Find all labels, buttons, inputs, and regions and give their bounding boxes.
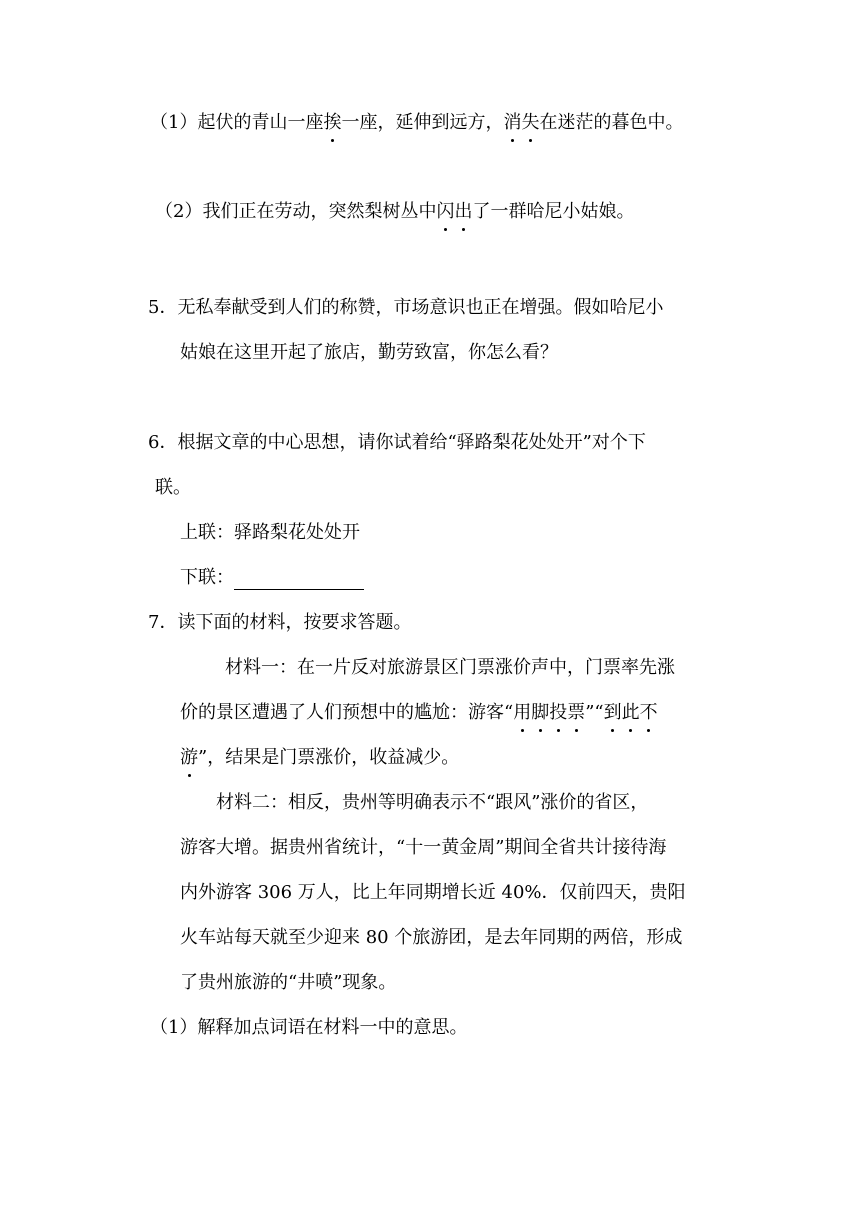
material-2-line3: 内外游客 306 万人，比上年同期增长近 40%．仅前四天，贵阳 bbox=[180, 882, 686, 903]
m1-line3-post: ”，结果是门票涨价，收益减少。 bbox=[198, 747, 460, 768]
couplet-upper: 上联：驿路梨花处处开 bbox=[180, 522, 360, 543]
emphasis-dot-char: 出 bbox=[454, 201, 473, 222]
question-6-line1: 6．根据文章的中心思想，请你试着给“驿路梨花处处开”对个下 bbox=[148, 432, 646, 453]
material-2-line2: 游客大增。据贵州省统计，“十一黄金周”期间全省共计接待海 bbox=[180, 837, 667, 858]
emphasis-dot-word: 挨 bbox=[323, 112, 342, 133]
question-4-sub2 bbox=[155, 200, 634, 224]
material-1-line1: 材料一：在一片反对旅游景区门票涨价声中，门票率先涨 bbox=[225, 657, 675, 678]
material-2-line4: 火车站每天就至少迎来 80 个旅游团，是去年同期的两倍，形成 bbox=[180, 927, 683, 948]
q4-sub2-pre: （2）我们正在劳动，突然梨树丛中 bbox=[155, 201, 437, 222]
emphasis-dot-char: ” bbox=[585, 702, 595, 723]
emphasis-dot-char: 闪 bbox=[436, 201, 455, 222]
question-7-sub1: （1）解释加点词语在材料一中的意思。 bbox=[150, 1017, 468, 1038]
q4-sub2-post: 了一群哈尼小姑娘。 bbox=[472, 201, 635, 222]
couplet-lower bbox=[180, 566, 364, 590]
q4-sub1-post: 在迷茫的暮色中。 bbox=[539, 112, 684, 133]
emphasis-dot-char: 票 bbox=[567, 702, 586, 723]
question-4-sub1 bbox=[150, 111, 683, 135]
emphasis-dot-char: 到 bbox=[603, 702, 622, 723]
emphasis-dot-char: “ bbox=[594, 702, 604, 723]
material-1-line2 bbox=[180, 701, 658, 725]
q4-sub1-pre: （1）起伏的青山一座 bbox=[150, 112, 324, 133]
emphasis-dot-char: 用 bbox=[513, 702, 532, 723]
question-7-intro: 7．读下面的材料，按要求答题。 bbox=[148, 612, 412, 633]
emphasis-dot-char: 投 bbox=[549, 702, 568, 723]
q4-sub1-mid: 一座，延伸到远方， bbox=[341, 112, 504, 133]
material-1-line3 bbox=[180, 746, 459, 770]
emphasis-dot-word: 游 bbox=[180, 747, 198, 768]
emphasis-dot-char: 脚 bbox=[531, 702, 550, 723]
question-5-line2: 姑娘在这里开起了旅店，勤劳致富，你怎么看？ bbox=[180, 342, 558, 363]
emphasis-dot-char: 失 bbox=[521, 112, 540, 133]
question-6-line2: 联。 bbox=[155, 477, 191, 498]
couplet-lower-label: 下联： bbox=[180, 567, 234, 588]
emphasis-dot-word bbox=[436, 201, 472, 222]
emphasis-dot-char: 不 bbox=[639, 702, 658, 723]
emphasis-dot-phrase bbox=[504, 702, 658, 723]
emphasis-dot-char: “ bbox=[504, 702, 514, 723]
answer-blank[interactable] bbox=[234, 571, 364, 590]
emphasis-dot-char: 消 bbox=[503, 112, 522, 133]
emphasis-dot-word bbox=[503, 112, 539, 133]
question-5-line1: 5．无私奉献受到人们的称赞，市场意识也正在增强。假如哈尼小 bbox=[148, 297, 664, 318]
emphasis-dot-char: 此 bbox=[621, 702, 640, 723]
material-2-line5: 了贵州旅游的“井喷”现象。 bbox=[180, 972, 397, 993]
material-2-line1: 材料二：相反，贵州等明确表示不“跟风”涨价的省区， bbox=[216, 792, 649, 813]
m1-line2-pre: 价的景区遭遇了人们预想中的尴尬：游客 bbox=[180, 702, 504, 723]
